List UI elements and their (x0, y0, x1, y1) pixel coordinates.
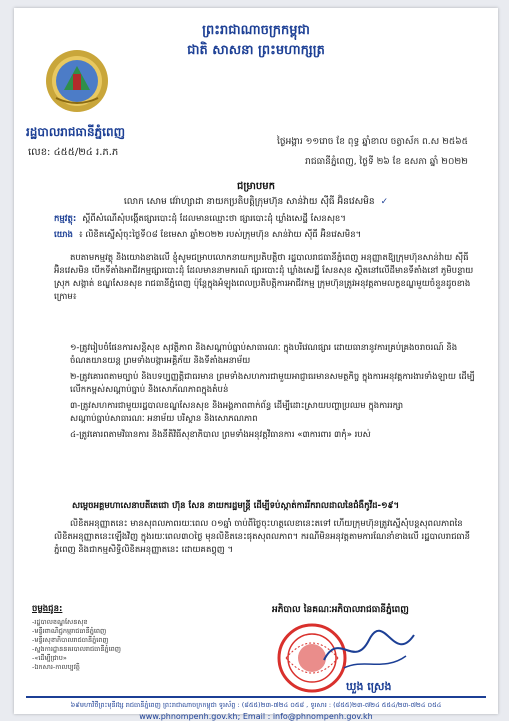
solar-date: រាជធានីភ្នំពេញ, ថ្ងៃទី ២៦ ខែ ឧសភា ឆ្នាំ ២០២២ (305, 157, 468, 167)
reference-number: លេខ: ៤៥៥/២៤ រ.ភ.ភ (28, 147, 119, 158)
pm-directive-line (72, 501, 399, 513)
motto-heading: ជាតិ សាសនា ព្រះមហាក្សត្រ (187, 43, 325, 58)
cc-item: -រដ្ឋបាលខណ្ឌសែនសុខ (32, 618, 88, 626)
subject-row (54, 214, 476, 226)
recipient-line (14, 196, 498, 209)
condition-item: ២-ត្រូវគោរពតាមច្បាប់ និងបទប្បញ្ញត្តិជាធរមាន ព្រមទាំងសហការជាមួយអាជ្ញាធរមានសមត្ថកិច្ច ក្នុងការអនុវត្តការងារទាំងឡាយ ដើម្បីលើកកម្ពស់សណ្តាប់ធ្នាប់ និងសោភ័ណភាពក្នុងតំបន់ (70, 372, 475, 395)
closing-paragraph: លិខិតអនុញ្ញាតនេះ មានសុពលភាពរយៈពេល ០១ឆ្នាំ ចាប់ពីថ្ងៃចុះហត្ថលេខានេះតទៅ ហើយក្រុមហ៊ុនត្រូវស្នើសុំបន្តសុពលភាពនៃលិខិតអនុញ្ញាតនេះឡើងវិញ ក្នុងរយៈពេល៣០ថ្ងៃ មុនលិខិតនេះផុតសុពលភាព។ ករណីមិនអនុវត្តតាមការណែនាំខាងលើ រដ្ឋបាលរាជធានីភ្នំពេញ និងជាកម្មសិទ្ធិលិខិតអនុញ្ញាតនេះ ដោយគតព្វុញ ។ (54, 519, 471, 555)
cc-item: -«ដើម្បីជ្រាប» (32, 654, 67, 662)
cc-item: -ឯកសារ-កាលប្បវត្តិ (32, 663, 80, 671)
cc-list (32, 618, 121, 672)
kingdom-heading: ព្រះរាជាណាចក្រកម្ពុជា (202, 23, 310, 38)
condition-item: ៤-ត្រូវគោរពតាមវិធានការ និងនីតិវិធីសុខាភិបាល ព្រមទាំងអនុវត្តវិធានការ «៣ការពារ ៣កុំ» របស់ (70, 430, 371, 440)
phnom-penh-seal-icon (44, 48, 110, 114)
condition-item: ៣-ត្រូវសហការជាមួយរដ្ឋបាលខណ្ឌសែនសុខ និងអង្គភាពពាក់ព័ន្ធ ដើម្បីដោះស្រាយបញ្ហាប្រឈម ក្នុងការរក្សាសណ្តាប់ធ្នាប់សាធារណៈ អនាម័យ បរិស្ថាន និងសោភណភាព (70, 401, 404, 424)
pm-directive-text: សម្តេចអគ្គមហាសេនាបតីតេជោ ហ៊ុន សែន នាយករដ្ឋមន្ត្រី ដើម្បីទប់ស្កាត់ការរីករាលដាលនៃជំងឺកូវីដ-១៩។ (72, 501, 400, 511)
footer-web: www.phnompenh.gov.kh; Email : info@phnompenh.gov.kh (139, 712, 373, 721)
footer-divider (26, 696, 486, 698)
signatory-name: ឃួង ស្រេង (346, 680, 392, 693)
footer-address: ៦៩មហាវិថីព្រះមុនីវង្ស រាជធានីភ្នំពេញ ព្រះរាជាណាចក្រកម្ពុជា ទូរស័ព្ទ : (៨៥៥)២៣-៧២៤ ០៥៨ , ទូរសារ : (៨៥៥)២៣-៧២៤ ៥៥៤/២៣-៧២៤ ០៥៤ (70, 701, 442, 709)
recipient-text: លោក សោម វេរ៉ាហ្សាដា នាយកប្រតិបត្តិក្រុមហ៊ុន សាន់វ៉ាយ ស៊ីធី អ៊ិនវេសមិន (123, 197, 375, 207)
cc-item: -មន្ទីរសុខាភិបាលរាជធានីភ្នំពេញ (32, 636, 109, 644)
intro-paragraph: តបតាមកម្មវត្ថុ និងយោងខាងលើ ខ្ញុំសូមជម្រាបលោកនាយកប្រតិបត្តិថា រដ្ឋបាលរាជធានីភ្នំពេញ អនុញ្ញាតឱ្យក្រុមហ៊ុនសាន់វ៉ាយ ស៊ីធី អ៊ិនវេសមិន បើកទីតាំងអាជីវកម្មផ្សារបោះដុំ ដែលមាននាមករណ៍ ផ្សារបោះដុំ ឃ្លាំងសេដ្ឋី សែនសុខ ស្ថិតនៅលើដីមានទីតាំងនៅ ភូមិបន្ទាយ ស្រុក សង្កាត់ ខណ្ឌសែនសុខ រាជធានីភ្នំពេញ ប៉ុន្តែក្នុងអំឡុងពេលប្រតិបត្តិការអាជីវកម្ម ក្រុមហ៊ុនត្រូវអនុវត្តតាមលក្ខខណ្ឌមួយចំនួនដូចខាងក្រោម៖ (54, 253, 474, 302)
cc-item: -ស្នងការដ្ឋាននគរបាលរាជធានីភ្នំពេញ (32, 645, 121, 653)
check-icon: ✓ (380, 197, 389, 207)
cc-title: ចម្លងជូន: (32, 604, 63, 614)
lunar-date: ថ្ងៃអង្គារ ១១រោច ខែ ពុទ្ធ ឆ្នាំខាល ចត្វាស័ក ព.ស ២៥៦៥ (277, 137, 468, 147)
subject-text: ស្តីពីសំណើសុំបង្កើតផ្សារបោះដុំ ដែលមានឈ្មោះថា ផ្សារបោះដុំ ឃ្លាំងសេដ្ឋី សែនសុខ។ (82, 214, 346, 224)
reference-text: ៖ លិខិតស្នើសុំចុះថ្ងៃទី០៨ ខែមេសា ឆ្នាំ២០២២ របស់ក្រុមហ៊ុន សាន់វ៉ាយ ស៊ីធី អ៊ិនវេសមិន។ (78, 230, 362, 240)
subject-label: កម្មវត្ថុ: (54, 214, 77, 224)
office-name: រដ្ឋបាលរាជធានីភ្នំពេញ (26, 125, 126, 139)
salutation: ជម្រាបមក (237, 181, 275, 192)
cc-item: -មន្ទីរពាណិជ្ជកម្មរាជធានីភ្នំពេញ (32, 627, 107, 635)
condition-item: ១-ត្រូវរៀបចំផែនការសន្តិសុខ សុវត្ថិភាព និងសណ្តាប់ធ្នាប់សាធារណៈ ក្នុងបរិវេណផ្សារ ដោយធានានូវការគ្រប់គ្រងចរាចរណ៍ និងចំណតយានយន្ត ព្រមទាំងបង្ការអគ្គិភ័យ និងទីតាំងអនាម័យ (70, 343, 458, 366)
conditions-list (70, 342, 476, 445)
letter-page (14, 8, 498, 721)
reference-row (54, 230, 476, 242)
signatory-title: អភិបាល នៃគណៈអភិបាលរាជធានីភ្នំពេញ (272, 605, 409, 615)
reference-label: យោង (54, 230, 73, 240)
